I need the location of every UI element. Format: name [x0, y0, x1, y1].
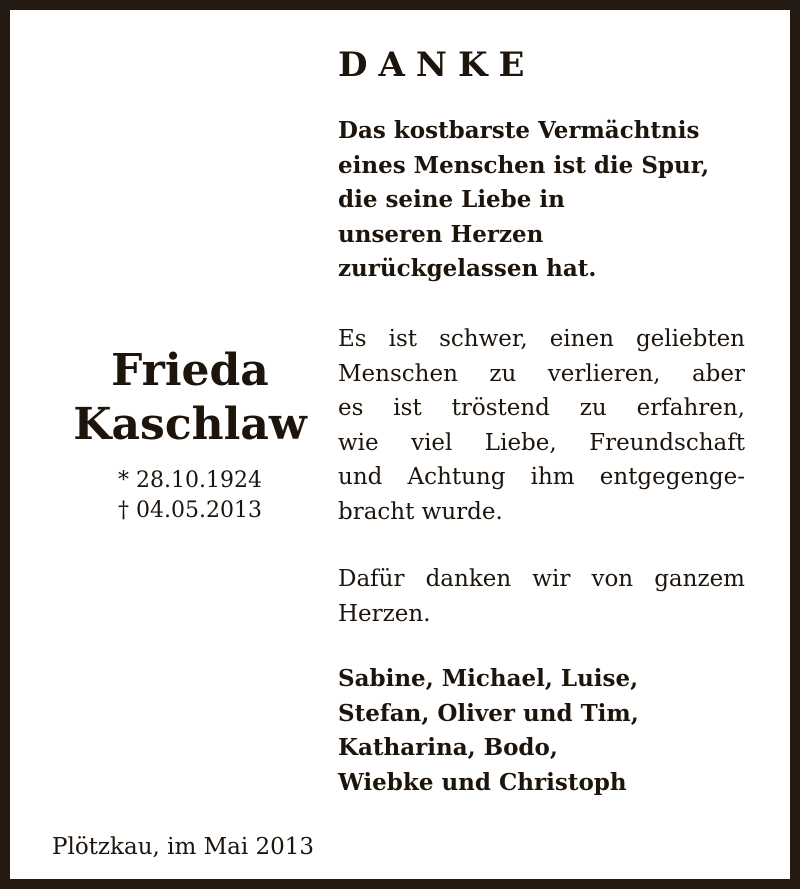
- gratitude-statement: [338, 562, 745, 631]
- signature-line: Stefan, Oliver und Tim,: [338, 699, 639, 727]
- quote-line: unseren Herzen: [338, 220, 544, 248]
- message-line: wie viel Liebe, Freundschaft: [338, 429, 745, 456]
- message-line: es ist tröstend zu erfahren,: [338, 395, 745, 421]
- message-line: und Achtung ihm entgegenge-: [338, 464, 745, 490]
- signature-line: Wiebke und Christoph: [338, 768, 627, 796]
- death-date: † 04.05.2013: [118, 498, 262, 523]
- message-line: Es ist schwer, einen geliebten: [338, 326, 745, 352]
- signature-line: Sabine, Michael, Luise,: [338, 665, 639, 692]
- quote-line: zurückgelassen hat.: [338, 255, 597, 282]
- memorial-quote: [338, 114, 758, 287]
- place-and-date: Plötzkau, im Mai 2013: [52, 834, 315, 860]
- quote-line: eines Menschen ist die Spur,: [338, 151, 710, 179]
- signature-line: Katharina, Bodo,: [338, 734, 558, 761]
- deceased-last-name: Kaschlaw: [73, 399, 307, 450]
- deceased-first-name: Frieda: [111, 345, 269, 396]
- birth-date: * 28.10.1924: [118, 468, 262, 493]
- gratitude-line: Dafür danken wir von ganzem: [338, 566, 745, 592]
- life-dates: [40, 466, 340, 526]
- quote-line: die seine Liebe in: [338, 186, 565, 213]
- family-signatures: [338, 662, 639, 800]
- thanks-message: [338, 322, 745, 529]
- quote-line: Das kostbarste Vermächtnis: [338, 117, 700, 144]
- gratitude-line: Herzen.: [338, 600, 431, 627]
- deceased-block: [40, 344, 340, 526]
- notice-heading: DANKE: [338, 45, 536, 85]
- message-line: bracht wurde.: [338, 498, 503, 525]
- message-line: Menschen zu verlieren, aber: [338, 360, 745, 387]
